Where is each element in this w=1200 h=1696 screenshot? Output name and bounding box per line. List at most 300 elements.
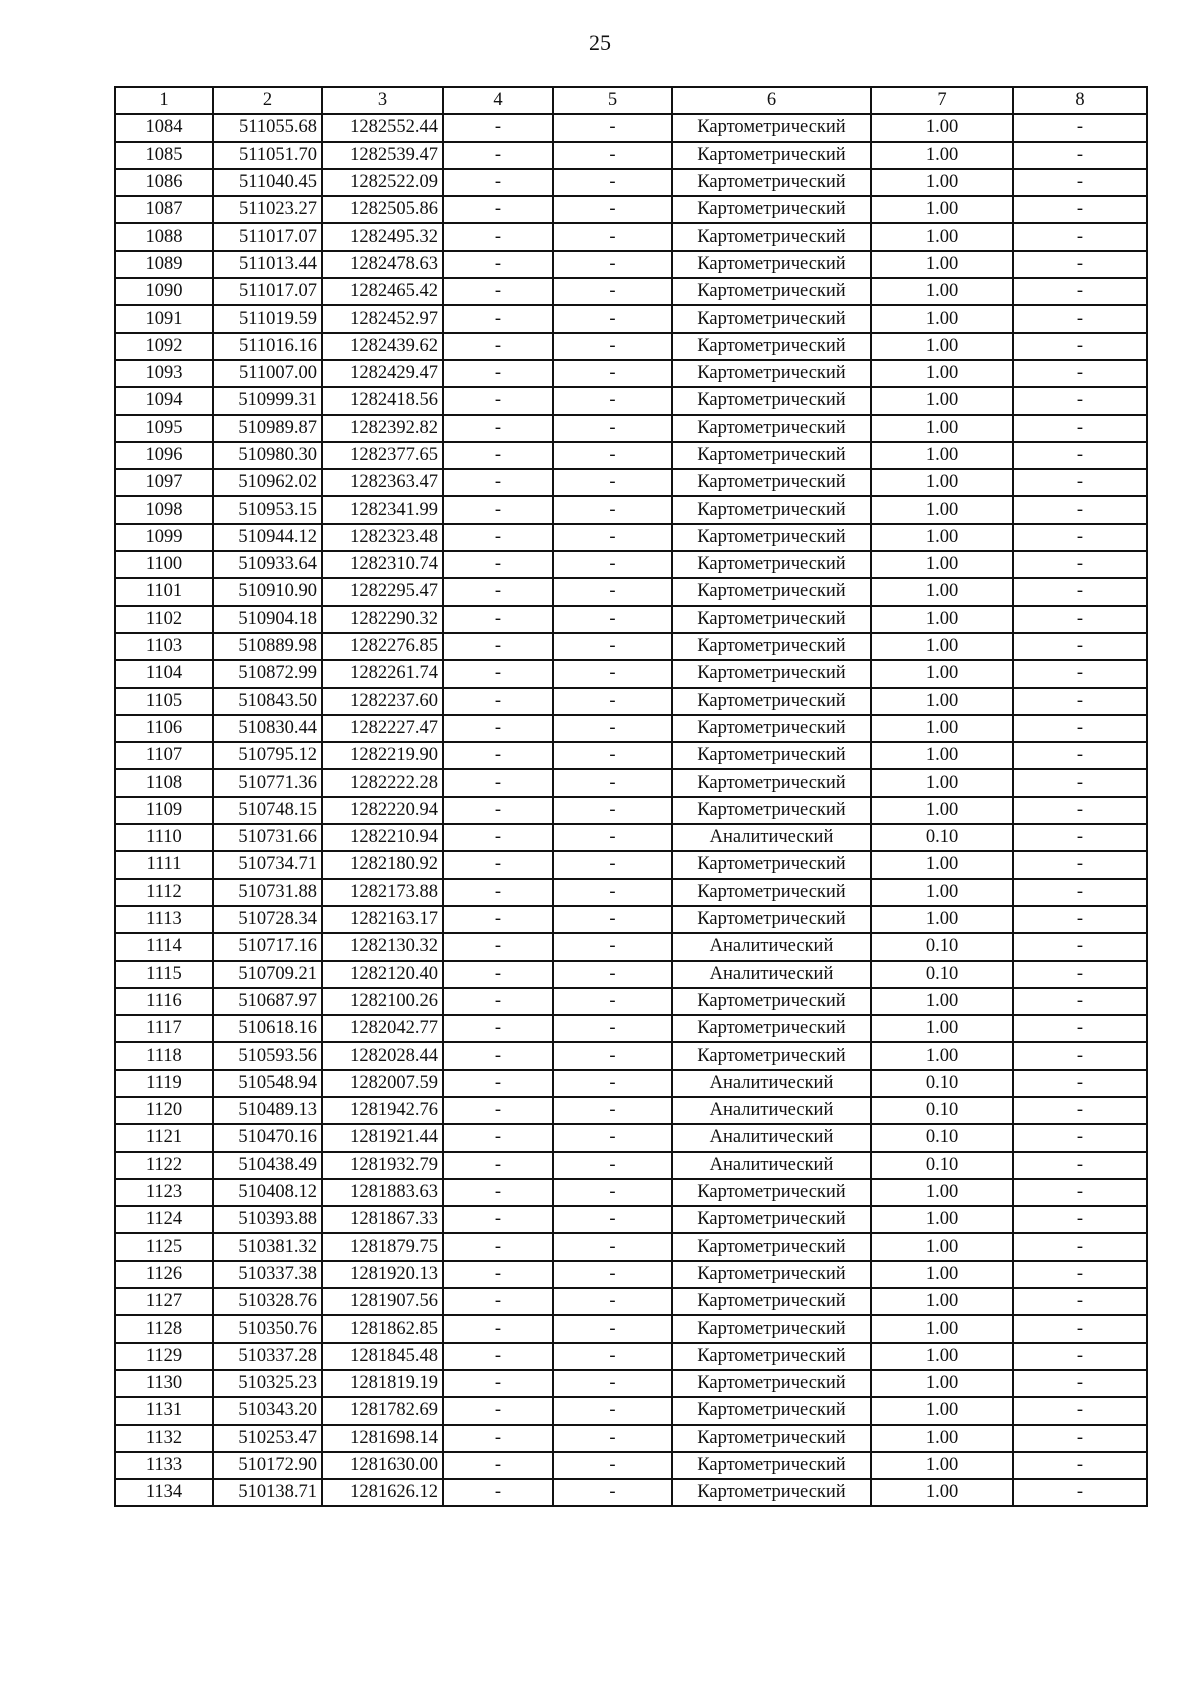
col8-cell: - <box>1013 1152 1147 1179</box>
accuracy-cell: 1.00 <box>871 496 1013 523</box>
col8-cell: - <box>1013 851 1147 878</box>
point-number-cell: 1131 <box>115 1397 213 1424</box>
y-coordinate-cell: 1281942.76 <box>322 1097 443 1124</box>
accuracy-cell: 1.00 <box>871 1015 1013 1042</box>
col4-cell: - <box>443 906 553 933</box>
col8-cell: - <box>1013 169 1147 196</box>
method-cell: Картометрический <box>672 660 871 687</box>
table-row <box>115 360 1147 387</box>
col4-cell: - <box>443 196 553 223</box>
col5-cell: - <box>553 1452 672 1479</box>
method-cell: Картометрический <box>672 988 871 1015</box>
col5-cell: - <box>553 1042 672 1069</box>
x-coordinate-cell: 510593.56 <box>213 1042 322 1069</box>
x-coordinate-cell: 510830.44 <box>213 715 322 742</box>
header-cell: 7 <box>871 87 1013 114</box>
col8-cell: - <box>1013 1425 1147 1452</box>
x-coordinate-cell: 511040.45 <box>213 169 322 196</box>
table-row <box>115 551 1147 578</box>
table-row <box>115 1370 1147 1397</box>
y-coordinate-cell: 1282341.99 <box>322 496 443 523</box>
col8-cell: - <box>1013 415 1147 442</box>
method-cell: Картометрический <box>672 1397 871 1424</box>
col8-cell: - <box>1013 1070 1147 1097</box>
point-number-cell: 1113 <box>115 906 213 933</box>
col5-cell: - <box>553 251 672 278</box>
point-number-cell: 1116 <box>115 988 213 1015</box>
accuracy-cell: 1.00 <box>871 524 1013 551</box>
method-cell: Картометрический <box>672 1233 871 1260</box>
accuracy-cell: 1.00 <box>871 169 1013 196</box>
point-number-cell: 1100 <box>115 551 213 578</box>
header-cell: 6 <box>672 87 871 114</box>
header-cell: 8 <box>1013 87 1147 114</box>
y-coordinate-cell: 1281921.44 <box>322 1124 443 1151</box>
y-coordinate-cell: 1282227.47 <box>322 715 443 742</box>
x-coordinate-cell: 510962.02 <box>213 469 322 496</box>
table-row <box>115 606 1147 633</box>
y-coordinate-cell: 1282210.94 <box>322 824 443 851</box>
table-row <box>115 496 1147 523</box>
col5-cell: - <box>553 715 672 742</box>
y-coordinate-cell: 1282261.74 <box>322 660 443 687</box>
x-coordinate-cell: 510999.31 <box>213 387 322 414</box>
col4-cell: - <box>443 1097 553 1124</box>
col5-cell: - <box>553 1152 672 1179</box>
y-coordinate-cell: 1282007.59 <box>322 1070 443 1097</box>
x-coordinate-cell: 511007.00 <box>213 360 322 387</box>
accuracy-cell: 1.00 <box>871 1397 1013 1424</box>
accuracy-cell: 1.00 <box>871 1343 1013 1370</box>
col8-cell: - <box>1013 305 1147 332</box>
header-cell: 5 <box>553 87 672 114</box>
method-cell: Картометрический <box>672 715 871 742</box>
col5-cell: - <box>553 906 672 933</box>
col8-cell: - <box>1013 1315 1147 1342</box>
point-number-cell: 1102 <box>115 606 213 633</box>
accuracy-cell: 1.00 <box>871 1179 1013 1206</box>
col8-cell: - <box>1013 496 1147 523</box>
y-coordinate-cell: 1282295.47 <box>322 578 443 605</box>
col8-cell: - <box>1013 933 1147 960</box>
y-coordinate-cell: 1282418.56 <box>322 387 443 414</box>
x-coordinate-cell: 511055.68 <box>213 114 322 141</box>
method-cell: Картометрический <box>672 251 871 278</box>
header-cell: 2 <box>213 87 322 114</box>
point-number-cell: 1133 <box>115 1452 213 1479</box>
x-coordinate-cell: 511016.16 <box>213 333 322 360</box>
col4-cell: - <box>443 1070 553 1097</box>
method-cell: Картометрический <box>672 879 871 906</box>
col4-cell: - <box>443 1042 553 1069</box>
col5-cell: - <box>553 769 672 796</box>
point-number-cell: 1085 <box>115 142 213 169</box>
col4-cell: - <box>443 1015 553 1042</box>
point-number-cell: 1123 <box>115 1179 213 1206</box>
accuracy-cell: 1.00 <box>871 223 1013 250</box>
accuracy-cell: 1.00 <box>871 333 1013 360</box>
table-row <box>115 660 1147 687</box>
point-number-cell: 1120 <box>115 1097 213 1124</box>
col8-cell: - <box>1013 360 1147 387</box>
col5-cell: - <box>553 797 672 824</box>
col4-cell: - <box>443 1288 553 1315</box>
table-row <box>115 1343 1147 1370</box>
y-coordinate-cell: 1282120.40 <box>322 961 443 988</box>
y-coordinate-cell: 1282495.32 <box>322 223 443 250</box>
accuracy-cell: 0.10 <box>871 1152 1013 1179</box>
col8-cell: - <box>1013 906 1147 933</box>
point-number-cell: 1088 <box>115 223 213 250</box>
col5-cell: - <box>553 1397 672 1424</box>
col8-cell: - <box>1013 1288 1147 1315</box>
col4-cell: - <box>443 715 553 742</box>
col4-cell: - <box>443 1124 553 1151</box>
col5-cell: - <box>553 333 672 360</box>
point-number-cell: 1124 <box>115 1206 213 1233</box>
point-number-cell: 1128 <box>115 1315 213 1342</box>
x-coordinate-cell: 511051.70 <box>213 142 322 169</box>
accuracy-cell: 1.00 <box>871 1261 1013 1288</box>
accuracy-cell: 1.00 <box>871 688 1013 715</box>
col5-cell: - <box>553 496 672 523</box>
y-coordinate-cell: 1282290.32 <box>322 606 443 633</box>
point-number-cell: 1103 <box>115 633 213 660</box>
col8-cell: - <box>1013 524 1147 551</box>
table-row <box>115 1397 1147 1424</box>
y-coordinate-cell: 1281932.79 <box>322 1152 443 1179</box>
table-row <box>115 824 1147 851</box>
col5-cell: - <box>553 1288 672 1315</box>
point-number-cell: 1098 <box>115 496 213 523</box>
y-coordinate-cell: 1282539.47 <box>322 142 443 169</box>
col5-cell: - <box>553 305 672 332</box>
point-number-cell: 1089 <box>115 251 213 278</box>
y-coordinate-cell: 1282478.63 <box>322 251 443 278</box>
col4-cell: - <box>443 660 553 687</box>
accuracy-cell: 1.00 <box>871 633 1013 660</box>
accuracy-cell: 1.00 <box>871 415 1013 442</box>
col4-cell: - <box>443 496 553 523</box>
table-row <box>115 196 1147 223</box>
method-cell: Картометрический <box>672 606 871 633</box>
y-coordinate-cell: 1282465.42 <box>322 278 443 305</box>
table-row <box>115 1233 1147 1260</box>
header-row <box>115 87 1147 114</box>
x-coordinate-cell: 510748.15 <box>213 797 322 824</box>
accuracy-cell: 0.10 <box>871 1070 1013 1097</box>
method-cell: Картометрический <box>672 442 871 469</box>
table-row <box>115 906 1147 933</box>
x-coordinate-cell: 510408.12 <box>213 1179 322 1206</box>
point-number-cell: 1130 <box>115 1370 213 1397</box>
col5-cell: - <box>553 961 672 988</box>
col5-cell: - <box>553 988 672 1015</box>
point-number-cell: 1111 <box>115 851 213 878</box>
point-number-cell: 1110 <box>115 824 213 851</box>
col4-cell: - <box>443 251 553 278</box>
method-cell: Картометрический <box>672 333 871 360</box>
table-row <box>115 278 1147 305</box>
x-coordinate-cell: 510980.30 <box>213 442 322 469</box>
x-coordinate-cell: 510709.21 <box>213 961 322 988</box>
col8-cell: - <box>1013 660 1147 687</box>
table-row <box>115 851 1147 878</box>
col5-cell: - <box>553 578 672 605</box>
col5-cell: - <box>553 278 672 305</box>
method-cell: Картометрический <box>672 114 871 141</box>
col4-cell: - <box>443 1425 553 1452</box>
accuracy-cell: 1.00 <box>871 1452 1013 1479</box>
table-row <box>115 524 1147 551</box>
point-number-cell: 1112 <box>115 879 213 906</box>
table-row <box>115 1479 1147 1506</box>
point-number-cell: 1127 <box>115 1288 213 1315</box>
col4-cell: - <box>443 988 553 1015</box>
col5-cell: - <box>553 1425 672 1452</box>
method-cell: Картометрический <box>672 496 871 523</box>
col8-cell: - <box>1013 196 1147 223</box>
accuracy-cell: 1.00 <box>871 1288 1013 1315</box>
accuracy-cell: 1.00 <box>871 387 1013 414</box>
col5-cell: - <box>553 1370 672 1397</box>
y-coordinate-cell: 1282237.60 <box>322 688 443 715</box>
method-cell: Картометрический <box>672 551 871 578</box>
col4-cell: - <box>443 524 553 551</box>
col4-cell: - <box>443 442 553 469</box>
table-row <box>115 442 1147 469</box>
col4-cell: - <box>443 1179 553 1206</box>
accuracy-cell: 1.00 <box>871 578 1013 605</box>
table-row <box>115 1042 1147 1069</box>
table-row <box>115 1315 1147 1342</box>
y-coordinate-cell: 1281782.69 <box>322 1397 443 1424</box>
col4-cell: - <box>443 1452 553 1479</box>
point-number-cell: 1119 <box>115 1070 213 1097</box>
x-coordinate-cell: 510889.98 <box>213 633 322 660</box>
method-cell: Аналитический <box>672 1070 871 1097</box>
col5-cell: - <box>553 688 672 715</box>
point-number-cell: 1087 <box>115 196 213 223</box>
accuracy-cell: 1.00 <box>871 196 1013 223</box>
col8-cell: - <box>1013 1233 1147 1260</box>
col5-cell: - <box>553 1097 672 1124</box>
method-cell: Картометрический <box>672 360 871 387</box>
y-coordinate-cell: 1282323.48 <box>322 524 443 551</box>
col4-cell: - <box>443 1206 553 1233</box>
col8-cell: - <box>1013 742 1147 769</box>
x-coordinate-cell: 510337.38 <box>213 1261 322 1288</box>
table-row <box>115 797 1147 824</box>
method-cell: Картометрический <box>672 1425 871 1452</box>
method-cell: Картометрический <box>672 1370 871 1397</box>
accuracy-cell: 1.00 <box>871 142 1013 169</box>
accuracy-cell: 1.00 <box>871 1425 1013 1452</box>
x-coordinate-cell: 510771.36 <box>213 769 322 796</box>
col4-cell: - <box>443 933 553 960</box>
method-cell: Аналитический <box>672 933 871 960</box>
method-cell: Картометрический <box>672 1179 871 1206</box>
col8-cell: - <box>1013 715 1147 742</box>
y-coordinate-cell: 1282522.09 <box>322 169 443 196</box>
point-number-cell: 1097 <box>115 469 213 496</box>
y-coordinate-cell: 1281862.85 <box>322 1315 443 1342</box>
col4-cell: - <box>443 1343 553 1370</box>
point-number-cell: 1126 <box>115 1261 213 1288</box>
col8-cell: - <box>1013 1479 1147 1506</box>
col8-cell: - <box>1013 1261 1147 1288</box>
col4-cell: - <box>443 961 553 988</box>
x-coordinate-cell: 510618.16 <box>213 1015 322 1042</box>
col5-cell: - <box>553 1315 672 1342</box>
col4-cell: - <box>443 1397 553 1424</box>
point-number-cell: 1092 <box>115 333 213 360</box>
x-coordinate-cell: 510325.23 <box>213 1370 322 1397</box>
col8-cell: - <box>1013 633 1147 660</box>
x-coordinate-cell: 510489.13 <box>213 1097 322 1124</box>
col8-cell: - <box>1013 824 1147 851</box>
x-coordinate-cell: 511017.07 <box>213 278 322 305</box>
col4-cell: - <box>443 469 553 496</box>
col8-cell: - <box>1013 1343 1147 1370</box>
y-coordinate-cell: 1282377.65 <box>322 442 443 469</box>
col8-cell: - <box>1013 469 1147 496</box>
col8-cell: - <box>1013 988 1147 1015</box>
table-row <box>115 251 1147 278</box>
method-cell: Картометрический <box>672 278 871 305</box>
col4-cell: - <box>443 305 553 332</box>
y-coordinate-cell: 1282310.74 <box>322 551 443 578</box>
col4-cell: - <box>443 824 553 851</box>
col5-cell: - <box>553 442 672 469</box>
col5-cell: - <box>553 1179 672 1206</box>
y-coordinate-cell: 1281867.33 <box>322 1206 443 1233</box>
point-number-cell: 1093 <box>115 360 213 387</box>
accuracy-cell: 1.00 <box>871 278 1013 305</box>
accuracy-cell: 1.00 <box>871 1042 1013 1069</box>
col4-cell: - <box>443 1315 553 1342</box>
point-number-cell: 1105 <box>115 688 213 715</box>
point-number-cell: 1115 <box>115 961 213 988</box>
accuracy-cell: 0.10 <box>871 1097 1013 1124</box>
x-coordinate-cell: 510393.88 <box>213 1206 322 1233</box>
x-coordinate-cell: 510872.99 <box>213 660 322 687</box>
method-cell: Картометрический <box>672 1343 871 1370</box>
col4-cell: - <box>443 387 553 414</box>
col5-cell: - <box>553 1343 672 1370</box>
accuracy-cell: 1.00 <box>871 879 1013 906</box>
point-number-cell: 1086 <box>115 169 213 196</box>
table-row <box>115 1152 1147 1179</box>
x-coordinate-cell: 510470.16 <box>213 1124 322 1151</box>
col8-cell: - <box>1013 278 1147 305</box>
method-cell: Картометрический <box>672 742 871 769</box>
y-coordinate-cell: 1281907.56 <box>322 1288 443 1315</box>
method-cell: Картометрический <box>672 524 871 551</box>
accuracy-cell: 1.00 <box>871 797 1013 824</box>
point-number-cell: 1125 <box>115 1233 213 1260</box>
table-row <box>115 961 1147 988</box>
method-cell: Картометрический <box>672 387 871 414</box>
y-coordinate-cell: 1281630.00 <box>322 1452 443 1479</box>
point-number-cell: 1117 <box>115 1015 213 1042</box>
col5-cell: - <box>553 469 672 496</box>
method-cell: Аналитический <box>672 1152 871 1179</box>
point-number-cell: 1132 <box>115 1425 213 1452</box>
accuracy-cell: 1.00 <box>871 1479 1013 1506</box>
method-cell: Картометрический <box>672 769 871 796</box>
col8-cell: - <box>1013 1206 1147 1233</box>
x-coordinate-cell: 510172.90 <box>213 1452 322 1479</box>
point-number-cell: 1114 <box>115 933 213 960</box>
point-number-cell: 1095 <box>115 415 213 442</box>
col8-cell: - <box>1013 797 1147 824</box>
col5-cell: - <box>553 824 672 851</box>
accuracy-cell: 0.10 <box>871 1124 1013 1151</box>
accuracy-cell: 1.00 <box>871 906 1013 933</box>
accuracy-cell: 1.00 <box>871 769 1013 796</box>
table-row <box>115 769 1147 796</box>
accuracy-cell: 0.10 <box>871 961 1013 988</box>
accuracy-cell: 1.00 <box>871 660 1013 687</box>
accuracy-cell: 1.00 <box>871 715 1013 742</box>
table-row <box>115 933 1147 960</box>
method-cell: Картометрический <box>672 797 871 824</box>
y-coordinate-cell: 1281698.14 <box>322 1425 443 1452</box>
method-cell: Картометрический <box>672 1288 871 1315</box>
y-coordinate-cell: 1282100.26 <box>322 988 443 1015</box>
accuracy-cell: 1.00 <box>871 1206 1013 1233</box>
col8-cell: - <box>1013 114 1147 141</box>
x-coordinate-cell: 510337.28 <box>213 1343 322 1370</box>
col4-cell: - <box>443 879 553 906</box>
x-coordinate-cell: 510843.50 <box>213 688 322 715</box>
col8-cell: - <box>1013 442 1147 469</box>
table-row <box>115 415 1147 442</box>
col5-cell: - <box>553 169 672 196</box>
col8-cell: - <box>1013 769 1147 796</box>
point-number-cell: 1099 <box>115 524 213 551</box>
point-number-cell: 1121 <box>115 1124 213 1151</box>
method-cell: Картометрический <box>672 1015 871 1042</box>
point-number-cell: 1096 <box>115 442 213 469</box>
col4-cell: - <box>443 360 553 387</box>
x-coordinate-cell: 511023.27 <box>213 196 322 223</box>
table-row <box>115 142 1147 169</box>
col4-cell: - <box>443 688 553 715</box>
table-row <box>115 387 1147 414</box>
header-cell: 3 <box>322 87 443 114</box>
col8-cell: - <box>1013 333 1147 360</box>
col4-cell: - <box>443 333 553 360</box>
point-number-cell: 1122 <box>115 1152 213 1179</box>
x-coordinate-cell: 511013.44 <box>213 251 322 278</box>
col5-cell: - <box>553 933 672 960</box>
col4-cell: - <box>443 578 553 605</box>
table-row <box>115 1425 1147 1452</box>
method-cell: Картометрический <box>672 1315 871 1342</box>
col8-cell: - <box>1013 251 1147 278</box>
x-coordinate-cell: 510731.66 <box>213 824 322 851</box>
method-cell: Картометрический <box>672 223 871 250</box>
point-number-cell: 1134 <box>115 1479 213 1506</box>
col4-cell: - <box>443 169 553 196</box>
col4-cell: - <box>443 114 553 141</box>
col8-cell: - <box>1013 223 1147 250</box>
accuracy-cell: 1.00 <box>871 551 1013 578</box>
method-cell: Картометрический <box>672 142 871 169</box>
col4-cell: - <box>443 223 553 250</box>
